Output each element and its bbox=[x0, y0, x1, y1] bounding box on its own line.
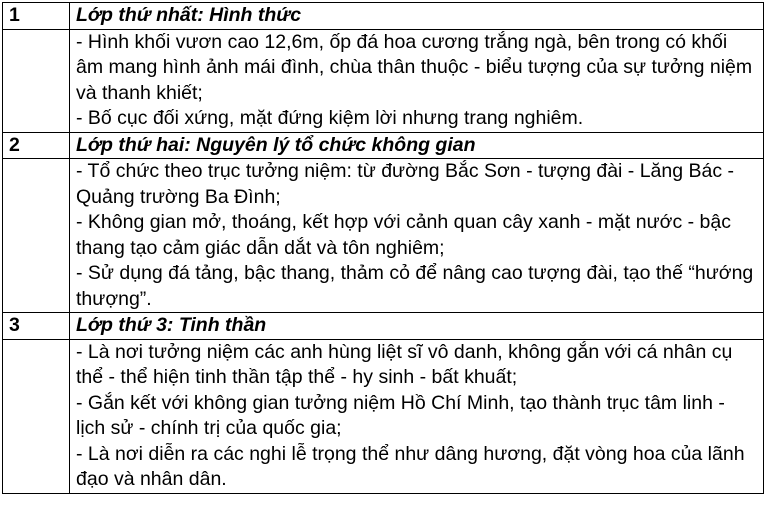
section-3-paragraph-3: - Là nơi diễn ra các nghi lễ trọng thể như dâng hương, đặt vòng hoa của lãnh đạo và nhân dân. bbox=[76, 442, 750, 490]
section-2-paragraph-3: - Sử dụng đá tảng, bậc thang, thảm cỏ để nâng cao tượng đài, tạo thế “hướng thượng”. bbox=[76, 262, 759, 310]
section-2-paragraph-2: - Không gian mở, thoáng, kết hợp với cảnh quan cây xanh - mặt nước - bậc thang tạo cảm giác dẫn dắt và tôn nghiêm; bbox=[76, 211, 737, 259]
section-3-content bbox=[70, 339, 764, 493]
layers-table bbox=[2, 2, 764, 494]
section-3-header-row bbox=[3, 313, 764, 340]
section-1-number-spacer bbox=[3, 29, 70, 132]
section-1-header-row bbox=[3, 3, 764, 30]
section-3-title: Lớp thứ 3: Tinh thần bbox=[70, 313, 764, 340]
section-2-header-row bbox=[3, 132, 764, 159]
section-3-number-spacer bbox=[3, 339, 70, 493]
section-2-content-row bbox=[3, 159, 764, 313]
section-2-paragraph-1: - Tổ chức theo trục tưởng niệm: từ đường Bắc Sơn - tượng đài - Lăng Bác - Quảng trường Ba Đình; bbox=[76, 160, 740, 208]
section-1-paragraph-2: - Bố cục đối xứng, mặt đứng kiệm lời nhưng trang nghiêm. bbox=[76, 107, 584, 129]
section-2-content bbox=[70, 159, 764, 313]
section-1-number: 1 bbox=[3, 3, 70, 30]
section-2-title: Lớp thứ hai: Nguyên lý tổ chức không gian bbox=[70, 132, 764, 159]
section-1-content-row bbox=[3, 29, 764, 132]
section-3-content-row bbox=[3, 339, 764, 493]
section-3-number: 3 bbox=[3, 313, 70, 340]
section-1-paragraph-1: - Hình khối vươn cao 12,6m, ốp đá hoa cương trắng ngà, bên trong có khối âm mang hình ảnh mái đình, chùa thân thuộc - biểu tượng của sự tưởng niệm và thanh khiết; bbox=[76, 30, 758, 104]
section-3-paragraph-1: - Là nơi tưởng niệm các anh hùng liệt sĩ vô danh, không gắn với cá nhân cụ thể - thể hiện tinh thần tập thể - hy sinh - bất khuất; bbox=[76, 340, 738, 388]
section-2-number: 2 bbox=[3, 132, 70, 159]
section-3-paragraph-2: - Gắn kết với không gian tưởng niệm Hồ Chí Minh, tạo thành trục tâm linh - lịch sử - chính trị của quốc gia; bbox=[76, 391, 731, 439]
section-1-title: Lớp thứ nhất: Hình thức bbox=[70, 3, 764, 30]
section-1-content bbox=[70, 29, 764, 132]
section-2-number-spacer bbox=[3, 159, 70, 313]
